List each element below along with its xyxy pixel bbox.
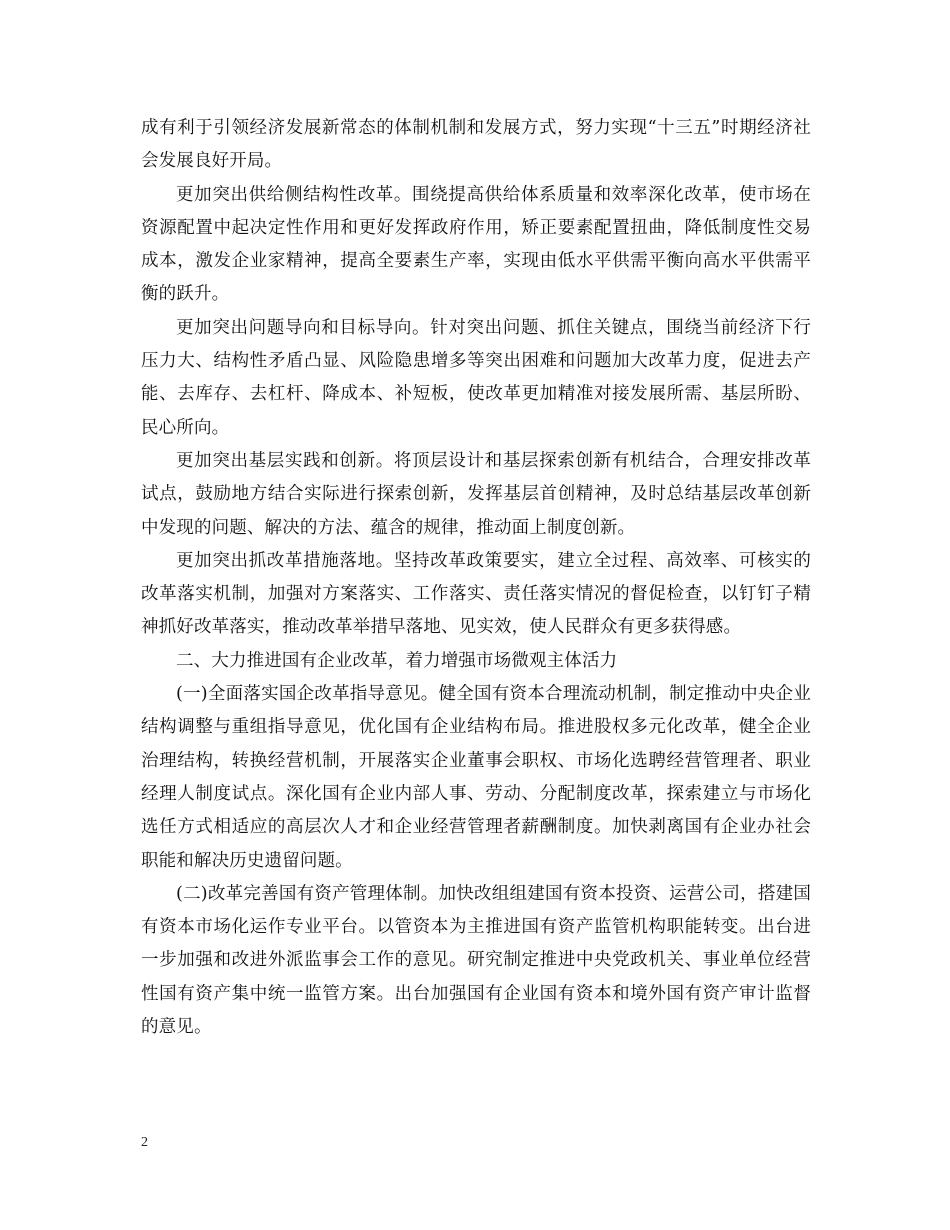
paragraph-implementation: 更加突出抓改革措施落地。坚持改革政策要实，建立全过程、高效率、可核实的改革落实机制，加强对方案落实、工作落实、责任落实情况的督促检查，以钉钉子精神抓好改革落实，推动改革举措早落地、见实效，使人民群众有更多获得感。 [141, 550, 811, 638]
page-number: 2 [141, 1135, 148, 1150]
document-body [141, 112, 811, 1044]
paragraph-problem-orientation: 更加突出问题导向和目标导向。针对突出问题、抓住关键点，围绕当前经济下行压力大、结构性矛盾凸显、风险隐患增多等突出困难和问题加大改革力度，促进去产能、去库存、去杠杆、降成本、补短板，使改革更加精准对接发展所需、基层所盼、民心所向。 [141, 317, 811, 438]
section-heading-soe-reform: 二、大力推进国有企业改革，着力增强市场微观主体活力 [176, 650, 618, 671]
paragraph-soe-guidance: (一)全面落实国企改革指导意见。健全国有资本合理流动机制，制定推动中央企业结构调整与重组指导意见，优化国有企业结构布局。推进股权多元化改革，健全企业治理结构，转换经营机制，开展落实企业董事会职权、市场化选聘经营管理者、职业经理人制度试点。深化国有企业内部人事、劳动、分配制度改革，探索建立与市场化选任方式相适应的高层次人才和企业经营管理者薪酬制度。加快剥离国有企业办社会职能和解决历史遗留问题。 [141, 684, 811, 871]
paragraph-1: 成有利于引领经济发展新常态的体制机制和发展方式，努力实现“十三五”时期经济社会发展良好开局。 [141, 118, 811, 172]
paragraph-supply-side-reform: 更加突出供给侧结构性改革。围绕提高供给体系质量和效率深化改革，使市场在资源配置中起决定性作用和更好发挥政府作用，矫正要素配置扭曲，降低制度性交易成本，激发企业家精神，提高全要素生产率，实现由低水平供需平衡向高水平供需平衡的跃升。 [141, 184, 811, 305]
paragraph-state-asset-management: (二)改革完善国有资产管理体制。加快改组组建国有资本投资、运营公司，搭建国有资本市场化运作专业平台。以管资本为主推进国有资产监管机构职能转变。出台进一步加强和改进外派监事会工作的意见。研究制定推进中央党政机关、事业单位经营性国有资产集中统一监管方案。出台加强国有企业国有资本和境外国有资产审计监督的意见。 [141, 883, 811, 1038]
paragraph-grassroots-practice: 更加突出基层实践和创新。将顶层设计和基层探索创新有机结合，合理安排改革试点，鼓励地方结合实际进行探索创新，发挥基层首创精神，及时总结基层改革创新中发现的问题、解决的方法、蕴含的规律，推动面上制度创新。 [141, 450, 811, 538]
